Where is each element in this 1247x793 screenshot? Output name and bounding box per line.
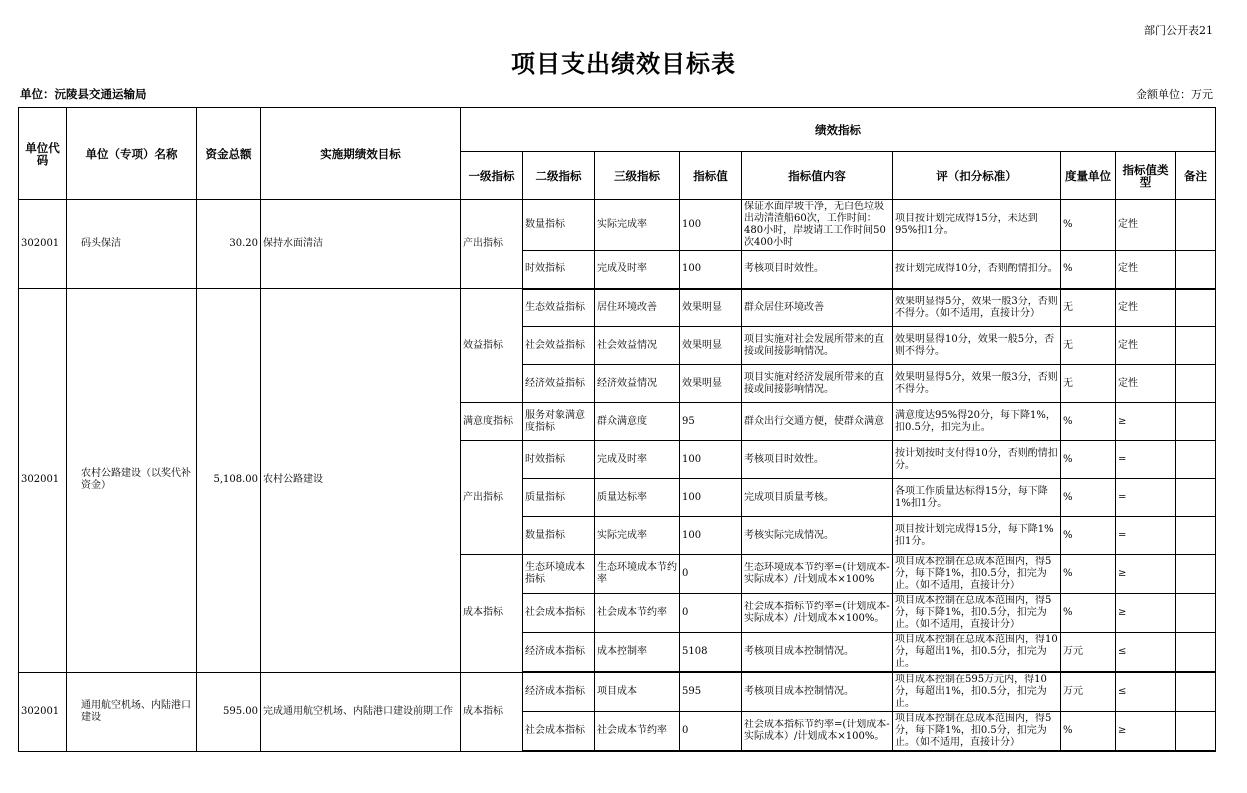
type-cell: ≥ (1116, 555, 1176, 594)
level2-cell: 数量指标 (523, 517, 595, 555)
type-cell: = (1116, 441, 1176, 479)
type-cell: = (1116, 479, 1176, 517)
content-cell: 保证水面岸坡干净，无白色垃圾出动清渣船60次，工作时间：480小时，岸坡请工工作时间50次400小时 (744, 201, 886, 248)
scoring-cell: 效果明显得5分，效果一般3分，否则不得分。 (893, 365, 1061, 403)
scoring-cell: 项目成本控制在总成本范围内，得5分，每下降1%，扣0.5分，扣完为止。（如不适用，直接计分） (895, 595, 1052, 630)
remark-cell (1176, 251, 1216, 289)
scoring-cell: 项目按计划完成得15分，未达到95%扣1分。 (895, 213, 1038, 236)
value-cell: 100 (680, 517, 742, 555)
level2-cell: 社会效益指标 (523, 327, 595, 365)
type-cell: ≥ (1116, 403, 1176, 441)
level2-cell: 时效指标 (523, 251, 595, 289)
project-code: 302001 (19, 200, 67, 289)
level1-cell: 产出指标 (461, 200, 523, 289)
level2-cell: 质量指标 (523, 479, 595, 517)
content-cell: 考核项目成本控制情况。 (742, 633, 893, 673)
level2-cell: 服务对象满意度指标 (523, 403, 595, 441)
table-row (19, 289, 1216, 327)
level2-cell: 数量指标 (523, 200, 595, 251)
level1-cell: 产出指标 (461, 441, 523, 555)
unit-cell: % (1061, 441, 1116, 479)
level3-cell: 居住环境改善 (595, 289, 680, 327)
unit-cell: 万元 (1061, 672, 1116, 712)
project-goal: 保持水面清洁 (261, 200, 461, 289)
value-cell: 0 (680, 594, 742, 633)
content-cell: 考核项目成本控制情况。 (742, 672, 893, 712)
value-cell: 5108 (680, 633, 742, 673)
remark-cell (1176, 479, 1216, 517)
remark-cell (1176, 555, 1216, 594)
unit-cell: 无 (1061, 327, 1116, 365)
level2-cell: 生态效益指标 (523, 289, 595, 327)
remark-cell (1176, 289, 1216, 327)
project-code: 302001 (19, 672, 67, 751)
level2-cell: 经济成本指标 (523, 672, 595, 712)
content-cell: 群众出行交通方便，使群众满意 (742, 403, 893, 441)
table-row (19, 200, 1216, 251)
unit-cell: 无 (1061, 365, 1116, 403)
unit-cell: % (1061, 517, 1116, 555)
amount-unit-label: 金额单位：万元 (1136, 88, 1213, 101)
value-cell: 0 (680, 555, 742, 594)
col-content: 指标值内容 (742, 152, 893, 200)
scoring-cell: 项目成本控制在总成本范围内，得10分，每超出1%，扣0.5分，扣完为止。 (895, 634, 1058, 669)
project-total: 30.20 (197, 200, 261, 289)
remark-cell (1176, 327, 1216, 365)
type-cell: 定性 (1116, 200, 1176, 251)
type-cell: ≤ (1116, 633, 1176, 673)
remark-cell (1176, 403, 1216, 441)
col-value: 指标值 (680, 152, 742, 200)
remark-cell (1176, 365, 1216, 403)
content-cell: 生态环境成本节约率=(计划成本-实际成本）/计划成本×100% (744, 562, 890, 585)
unit-cell: 无 (1061, 289, 1116, 327)
level2-cell: 社会成本指标 (523, 594, 595, 633)
value-cell: 100 (680, 441, 742, 479)
type-cell: 定性 (1116, 327, 1176, 365)
project-name: 农村公路建设（以奖代补资金） (67, 289, 197, 673)
value-cell: 效果明显 (680, 289, 742, 327)
value-cell: 100 (680, 479, 742, 517)
col-indicators: 绩效指标 (461, 108, 1216, 152)
unit-label: 单位：沅陵县交通运输局 (20, 87, 147, 101)
page-title: 项目支出绩效目标表 (511, 50, 736, 78)
type-cell: 定性 (1116, 289, 1176, 327)
level3-cell: 社会成本节约率 (595, 712, 680, 752)
type-cell: 定性 (1116, 365, 1176, 403)
remark-cell (1176, 517, 1216, 555)
col-level1: 一级指标 (461, 152, 523, 200)
type-cell: = (1116, 517, 1176, 555)
level3-cell: 质量达标率 (595, 479, 680, 517)
col-goal: 实施期绩效目标 (261, 108, 461, 200)
remark-cell (1176, 633, 1216, 673)
project-goal: 完成通用航空机场、内陆港口建设前期工作 (261, 672, 461, 751)
remark-cell (1176, 672, 1216, 712)
project-name: 通用航空机场、内陆港口建设 (67, 672, 197, 751)
unit-cell: % (1061, 479, 1116, 517)
level3-cell: 生态环境成本节约率 (595, 555, 680, 594)
remark-cell (1176, 441, 1216, 479)
type-cell: ≥ (1116, 594, 1176, 633)
level3-cell: 完成及时率 (595, 441, 680, 479)
scoring-cell: 按计划按时支付得10分，否则酌情扣分。 (893, 441, 1061, 479)
level2-cell: 经济效益指标 (523, 365, 595, 403)
scoring-cell: 项目成本控制在595万元内，得10分，每超出1%，扣0.5分，扣完为止。 (895, 674, 1047, 709)
level2-cell: 社会成本指标 (523, 712, 595, 752)
unit-cell: % (1061, 403, 1116, 441)
table-row (19, 672, 1216, 712)
level1-cell: 满意度指标 (461, 403, 523, 441)
unit-cell: % (1061, 712, 1116, 752)
col-value-type: 指标值类型 (1116, 152, 1176, 200)
content-cell: 考核项目时效性。 (742, 251, 893, 289)
remark-cell (1176, 712, 1216, 752)
scoring-cell: 按计划完成得10分，否则酌情扣分。 (895, 263, 1058, 275)
content-cell: 社会成本指标节约率=(计划成本-实际成本）/计划成本×100%。 (744, 719, 890, 742)
col-name: 单位（专项）名称 (67, 108, 197, 200)
col-total: 资金总额 (197, 108, 261, 200)
col-code: 单位代码 (19, 108, 67, 200)
table-number: 部门公开表21 (1144, 24, 1213, 37)
content-cell: 社会成本指标节约率=(计划成本-实际成本）/计划成本×100%。 (744, 601, 890, 624)
remark-cell (1176, 594, 1216, 633)
level2-cell: 时效指标 (523, 441, 595, 479)
level3-cell: 经济效益情况 (595, 365, 680, 403)
performance-table (18, 107, 1216, 752)
type-cell: 定性 (1116, 251, 1176, 289)
col-level3: 三级指标 (595, 152, 680, 200)
value-cell: 效果明显 (680, 365, 742, 403)
level3-cell: 完成及时率 (595, 251, 680, 289)
project-total: 5,108.00 (197, 289, 261, 673)
level2-cell: 经济成本指标 (523, 633, 595, 673)
level3-cell: 群众满意度 (595, 403, 680, 441)
project-total: 595.00 (197, 672, 261, 751)
scoring-cell: 项目按计划完成得15分，每下降1%扣1分。 (893, 517, 1061, 555)
project-code: 302001 (19, 289, 67, 673)
value-cell: 100 (680, 200, 742, 251)
scoring-cell: 效果明显得5分，效果一般3分，否则不得分。（如不适用，直接计分） (895, 295, 1058, 319)
col-measure-unit: 度量单位 (1061, 152, 1116, 200)
col-scoring: 评（扣分标准） (893, 152, 1061, 200)
col-remark: 备注 (1176, 152, 1216, 200)
level2-cell: 生态环境成本指标 (523, 555, 595, 594)
type-cell: ≥ (1116, 712, 1176, 752)
project-name: 码头保洁 (67, 200, 197, 289)
value-cell: 效果明显 (680, 327, 742, 365)
col-level2: 二级指标 (523, 152, 595, 200)
level1-cell: 成本指标 (461, 672, 523, 751)
type-cell: ≤ (1116, 672, 1176, 712)
content-cell: 完成项目质量考核。 (742, 479, 893, 517)
scoring-cell: 项目成本控制在总成本范围内，得5分，每下降1%，扣0.5分，扣完为止。（如不适用，直接计分） (895, 556, 1052, 591)
unit-cell: % (1061, 200, 1116, 251)
value-cell: 100 (680, 251, 742, 289)
level3-cell: 成本控制率 (595, 633, 680, 673)
value-cell: 595 (680, 672, 742, 712)
remark-cell (1176, 200, 1216, 251)
level3-cell: 实际完成率 (595, 200, 680, 251)
project-goal: 农村公路建设 (261, 289, 461, 673)
unit-cell: 万元 (1061, 633, 1116, 673)
content-cell: 项目实施对社会发展所带来的直接或间接影响情况。 (742, 327, 893, 365)
level3-cell: 项目成本 (595, 672, 680, 712)
content-cell: 考核项目时效性。 (742, 441, 893, 479)
scoring-cell: 效果明显得10分，效果一般5分，否则不得分。 (893, 327, 1061, 365)
value-cell: 0 (680, 712, 742, 752)
content-cell: 群众居住环境改善 (742, 289, 893, 327)
level3-cell: 社会效益情况 (595, 327, 680, 365)
scoring-cell: 满意度达95%得20分，每下降1%，扣0.5分，扣完为止。 (893, 403, 1061, 441)
level1-cell: 成本指标 (461, 555, 523, 673)
content-cell: 项目实施对经济发展所带来的直接或间接影响情况。 (742, 365, 893, 403)
scoring-cell: 各项工作质量达标得15分，每下降1%扣1分。 (893, 479, 1061, 517)
value-cell: 95 (680, 403, 742, 441)
unit-cell: % (1061, 594, 1116, 633)
level3-cell: 社会成本节约率 (595, 594, 680, 633)
level3-cell: 实际完成率 (595, 517, 680, 555)
unit-cell: % (1061, 251, 1116, 289)
scoring-cell: 项目成本控制在总成本范围内，得5分，每下降1%，扣0.5分，扣完为止。（如不适用，直接计分） (895, 713, 1052, 748)
content-cell: 考核实际完成情况。 (742, 517, 893, 555)
level1-cell: 效益指标 (461, 289, 523, 403)
unit-cell: % (1061, 555, 1116, 594)
